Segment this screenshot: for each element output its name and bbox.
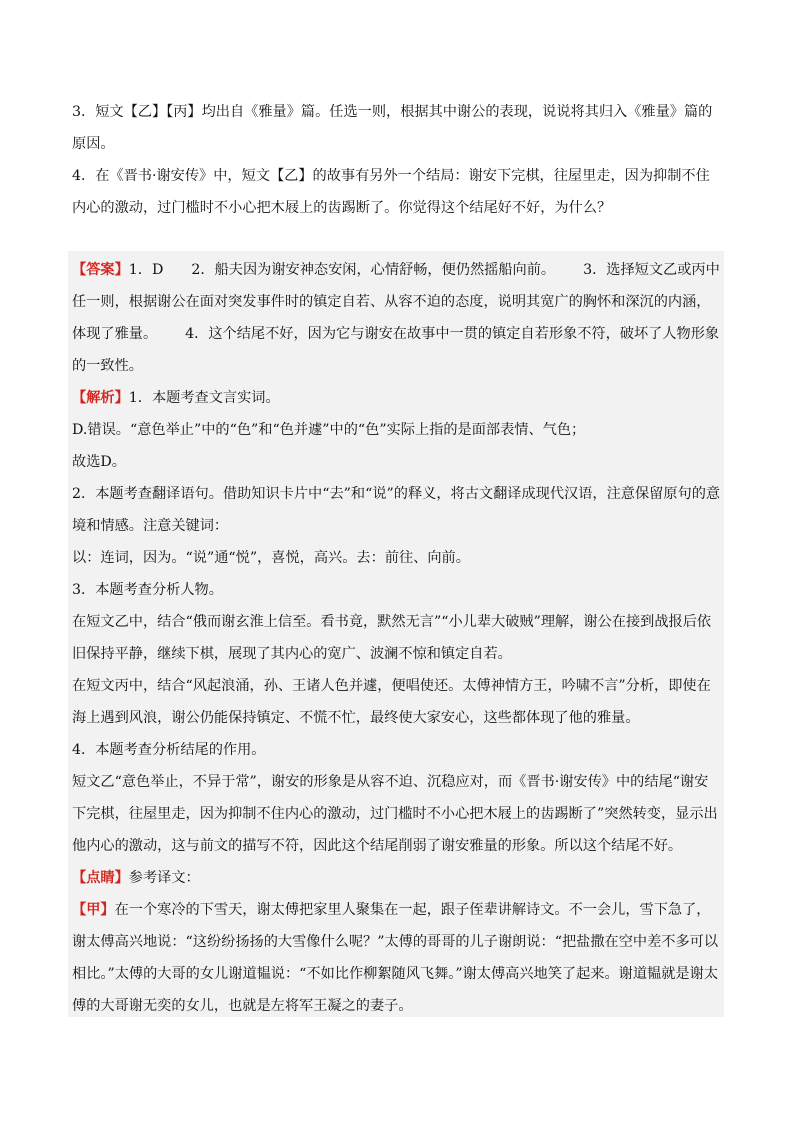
answer-block: [72, 254, 722, 382]
analysis-line: 3．本题考查分析人物。: [72, 582, 223, 598]
analysis-line: 短文乙“意色举止，不异于常”，谢安的形象是从容不迫、沉稳应对，而《晋书·谢安传》中的结尾“谢安下完棋，往屋里走，因为抑制不住内心的激动，过门槛时不小心把木屐上的齿踢断了”突然转变，显示出他内心的激动，这与前文的描写不符，因此这个结尾削弱了谢安雅量的形象。所以这个结尾不好。: [72, 774, 718, 854]
analysis-heading: [72, 382, 722, 414]
translation-text: 在一个寒冷的下雪天，谢太傅把家里人聚集在一起，跟子侄辈讲解诗文。不一会儿，雪下急了，谢太傅高兴地说：“这纷纷扬扬的大雪像什么呢？”太傅的哥哥的儿子谢朗说：“把盐撒在空中差不多可以相比。”太傅的大哥的女儿谢道韫说：“不如比作柳絮随风飞舞。”谢太傅高兴地笑了起来。谢道韫就是谢太傅的大哥谢无奕的女儿，也就是左将军王凝之的妻子。: [72, 902, 719, 1014]
analysis-tag: 【解析】: [72, 390, 129, 406]
answer-3: 3．选择短文乙或丙中任一则，根据谢公在面对突发事件时的镇定自若、从容不迫的态度，说明其宽广的胸怀和深沉的内涵，体现了雅量。: [72, 262, 720, 342]
dianjing-tag: 【点睛】: [72, 870, 129, 886]
analysis-line: 1．本题考查文言实词。: [128, 390, 280, 406]
question-3: 3．短文【乙】【丙】均出自《雅量》篇。任选一则，根据其中谢公的表现，说说将其归入《雅量》篇的原因。: [72, 104, 713, 152]
translation-tag: 【甲】: [72, 902, 115, 918]
question-4: 4．在《晋书·谢安传》中，短文【乙】的故事有另外一个结局：谢安下完棋，往屋里走，因为抑制不住内心的激动，过门槛时不小心把木屐上的齿踢断了。你觉得这个结尾好不好，为什么？: [72, 168, 710, 216]
analysis-line: 故选D。: [72, 454, 126, 470]
analysis-line: 以：连词，因为。“说”通“悦”，喜悦，高兴。去：前往、向前。: [72, 550, 470, 566]
answer-section: [72, 254, 722, 1022]
analysis-line: 2．本题考查翻译语句。借助知识卡片中“去”和“说”的释义，将古文翻译成现代汉语，注意保留原句的意境和情感。注意关键词：: [72, 486, 721, 534]
analysis-line: 4．本题考查分析结尾的作用。: [72, 742, 266, 758]
answer-tag: 【答案】: [72, 262, 129, 278]
translation-block: [72, 894, 722, 1022]
dianjing-block: [72, 862, 722, 894]
dianjing-text: 参考译文：: [128, 870, 200, 886]
answer-1: 1．D: [128, 262, 164, 278]
analysis-line: D.错误。“意色举止”中的“色”和“色并遽”中的“色”实际上指的是面部表情、气色；: [72, 422, 586, 438]
answer-4: 4．这个结尾不好，因为它与谢安在故事中一贯的镇定自若形象不符，破坏了人物形象的一致性。: [72, 326, 720, 374]
answer-2: 2．船夫因为谢安神态安闲，心情舒畅，便仍然摇船向前。: [191, 262, 556, 278]
analysis-line: 在短文乙中，结合“俄而谢玄淮上信至。看书竟，默然无言”“小儿辈大破贼”理解，谢公在接到战报后依旧保持平静，继续下棋，展现了其内心的宽广、波澜不惊和镇定自若。: [72, 614, 712, 662]
analysis-line: 在短文丙中，结合“风起浪涌，孙、王诸人色并遽，便唱使还。太傅神情方王，吟啸不言”分析，即使在海上遇到风浪，谢公仍能保持镇定、不慌不忙，最终使大家安心，这些都体现了他的雅量。: [72, 678, 711, 726]
question-list: [72, 96, 722, 224]
